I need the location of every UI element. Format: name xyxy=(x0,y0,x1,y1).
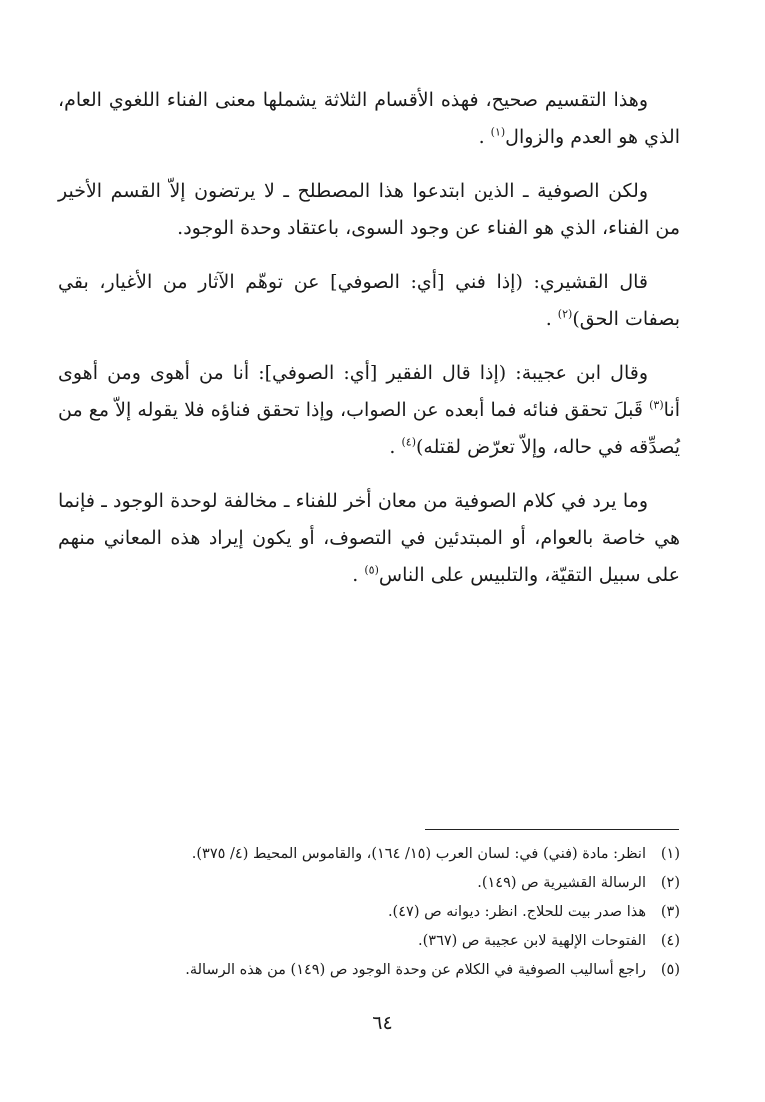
paragraph-2 xyxy=(58,173,680,247)
main-text xyxy=(58,82,680,611)
page-number: ٦٤ xyxy=(372,1012,393,1034)
paragraph-text: قَبلَ تحقق فنائه فما أبعده عن الصواب، وإذا تحقق فناؤه فلا يقوله إلاّ مع من يُصدِّقه في حاله، وإلاّ تعرّض لقتله) xyxy=(58,399,680,458)
paragraph-3 xyxy=(58,264,680,338)
footnote-2 xyxy=(100,869,680,898)
footnote-number: (٢) xyxy=(660,875,680,891)
footnote-number: (٤) xyxy=(660,933,680,949)
paragraph-end: . xyxy=(352,564,359,586)
paragraph-4 xyxy=(58,355,680,466)
footnote-4 xyxy=(100,927,680,956)
footnote-number: (٥) xyxy=(660,962,680,978)
paragraph-text: ولكن الصوفية ـ الذين ابتدعوا هذا المصطلح ـ لا يرتضون إلاّ القسم الأخير من الفناء، الذي هو الفناء عن وجود السوى، باعتقاد وحدة الوجود. xyxy=(58,180,680,239)
footnote-ref: (٥) xyxy=(364,563,379,577)
footnote-separator xyxy=(425,829,679,830)
footnote-1 xyxy=(100,840,680,869)
paragraph-text: وهذا التقسيم صحيح، فهذه الأقسام الثلاثة يشملها معنى الفناء اللغوي العام، الذي هو العدم والزوال xyxy=(58,89,680,148)
footnote-text: راجع أساليب الصوفية في الكلام عن وحدة الوجود ص (١٤٩) من هذه الرسالة. xyxy=(185,962,646,978)
paragraph-end: . xyxy=(545,308,552,330)
footnotes xyxy=(100,840,680,985)
footnote-ref: (٢) xyxy=(557,307,573,321)
paragraph-text: وما يرد في كلام الصوفية من معان أخر للفناء ـ مخالفة لوحدة الوجود ـ فإنما هي خاصة بالعوام، أو المبتدئين في التصوف، أو يكون إيراد هذه المعاني منهم على سبيل التقيّة، والتلبيس على الناس xyxy=(58,490,680,586)
footnote-text: انظر: مادة (فني) في: لسان العرب (١٥/ ١٦٤)، والقاموس المحيط (٤/ ٣٧٥). xyxy=(191,846,646,862)
footnote-ref: (١) xyxy=(490,125,506,139)
footnote-number: (١) xyxy=(660,846,680,862)
footnote-text: الرسالة القشيرية ص (١٤٩). xyxy=(477,875,646,891)
paragraph-5 xyxy=(58,483,680,594)
footnote-number: (٣) xyxy=(660,904,680,920)
footnote-ref: (٤) xyxy=(401,435,416,449)
paragraph-1 xyxy=(58,82,680,156)
footnote-text: الفتوحات الإلهية لابن عجيبة ص (٣٦٧). xyxy=(418,933,646,949)
footnote-text: هذا صدر بيت للحلاج. انظر: ديوانه ص (٤٧). xyxy=(387,904,646,920)
footnote-3 xyxy=(100,898,680,927)
paragraph-end: . xyxy=(478,126,485,148)
footnote-5 xyxy=(100,956,680,985)
paragraph-text: قال القشيري: (إذا فني [أي: الصوفي] عن توهّم الآثار من الأغيار، بقي بصفات الحق) xyxy=(58,271,680,330)
footnote-ref: (٣) xyxy=(649,398,664,412)
paragraph-end: . xyxy=(389,436,396,458)
paragraph-text: وقال ابن عجيبة: (إذا قال الفقير [أي: الصوفي]: أنا من أهوى ومن أهوى أنا xyxy=(58,362,680,421)
